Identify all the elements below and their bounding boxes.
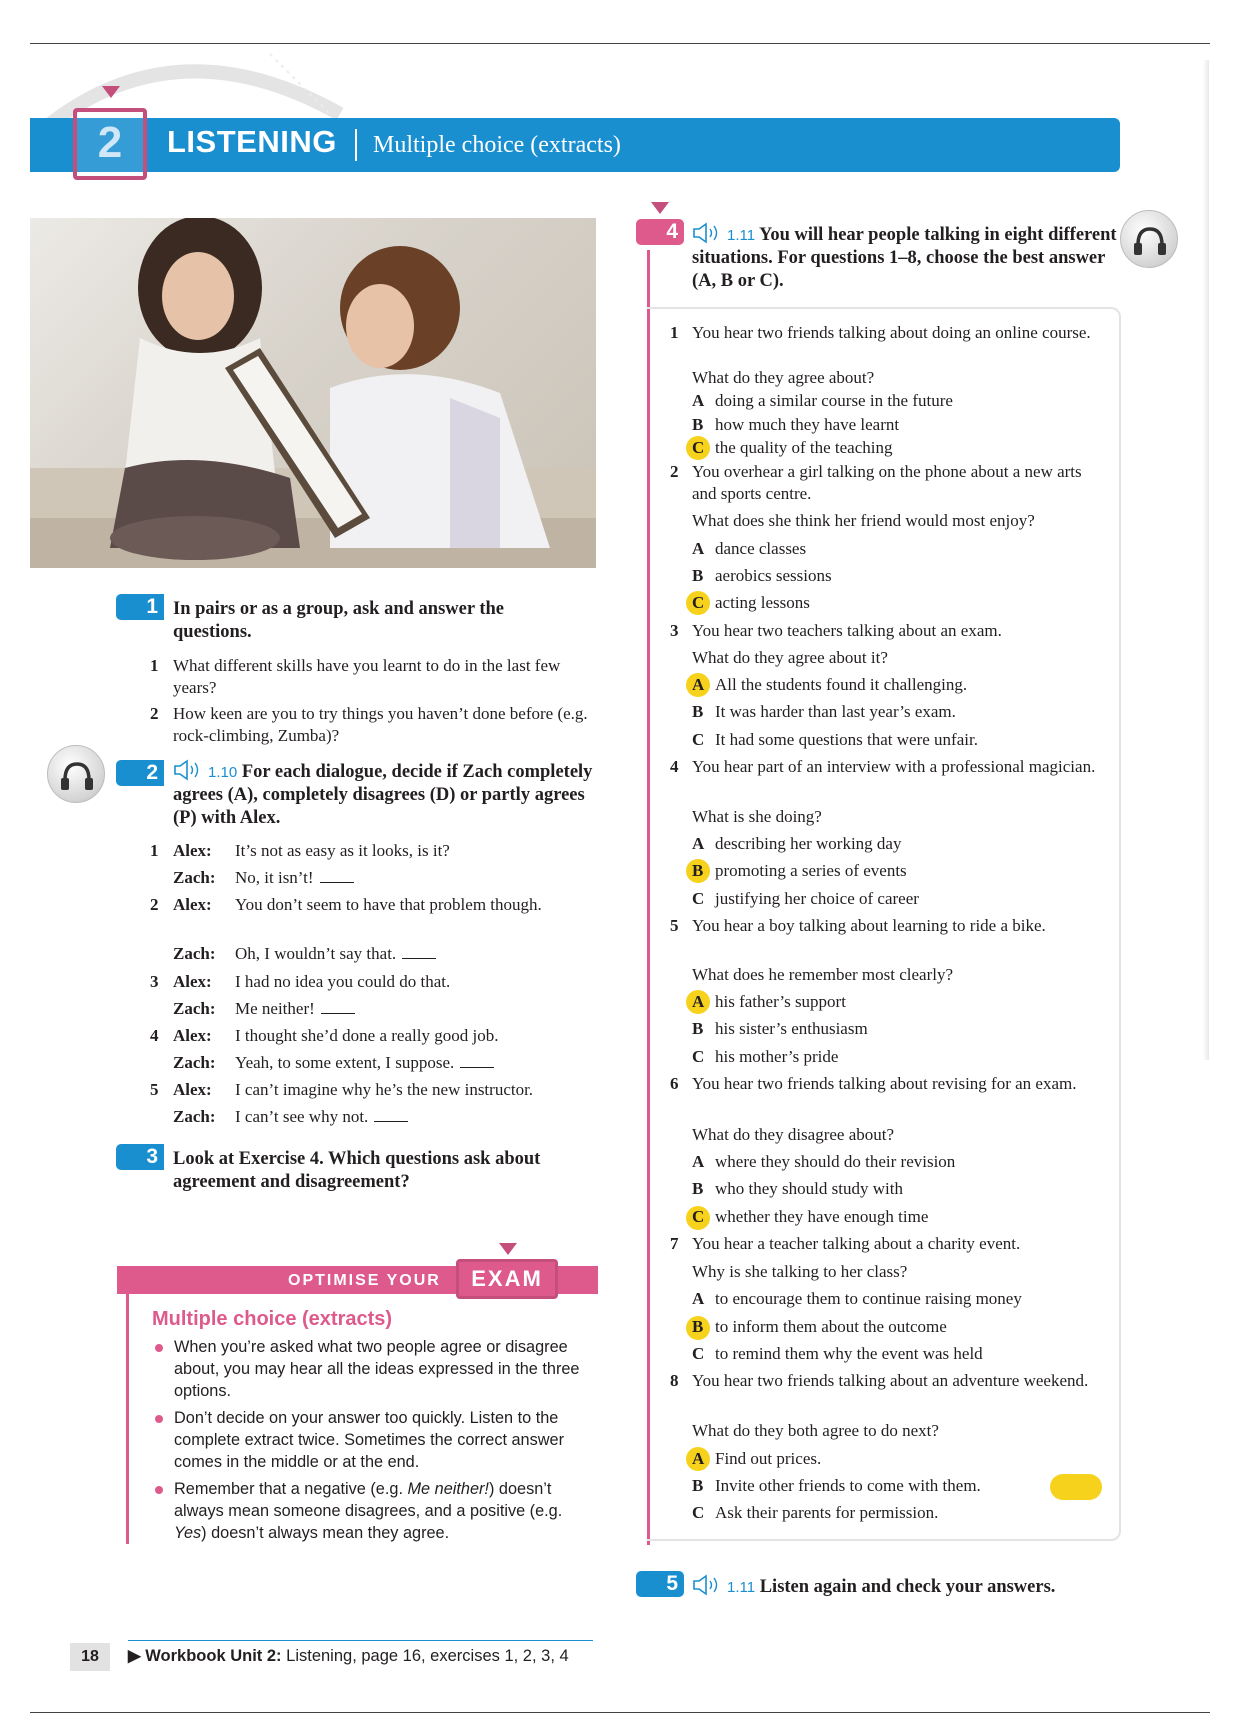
audio-speaker-icon[interactable] bbox=[692, 1574, 724, 1596]
option-text[interactable]: doing a similar course in the future bbox=[715, 391, 953, 410]
question-prompt: What do they disagree about? bbox=[692, 1125, 895, 1144]
question-context: You overhear a girl talking on the phone about a new arts and sports centre. bbox=[692, 462, 1082, 503]
exercise-2-instruction-text: For each dialogue, decide if Zach completely agrees (A), completely disagrees (D) or partly agrees (P) with Alex. bbox=[173, 762, 593, 828]
option-letter: B bbox=[692, 1476, 704, 1495]
question-context: You hear two friends talking about an adventure weekend. bbox=[692, 1371, 1089, 1390]
option-letter: A bbox=[692, 834, 705, 853]
question-number: 8 bbox=[670, 1371, 679, 1390]
headphones-icon[interactable] bbox=[1120, 210, 1178, 268]
exam-label: EXAM bbox=[456, 1259, 558, 1299]
question-prompt: What do they agree about? bbox=[692, 368, 875, 387]
exercise-3-number: 3 bbox=[116, 1144, 164, 1170]
option-letter: A bbox=[692, 1449, 705, 1468]
dialogue-reply: Me neither! bbox=[235, 999, 315, 1018]
dialogue-number: 2 bbox=[150, 895, 159, 914]
exercise-4-number: 4 bbox=[636, 219, 684, 245]
question-context: You hear two friends talking about revising for an exam. bbox=[692, 1074, 1077, 1093]
option-text[interactable]: promoting a series of events bbox=[715, 861, 907, 880]
option-text[interactable]: to encourage them to continue raising money bbox=[715, 1289, 1022, 1308]
dialogue-line bbox=[235, 1052, 494, 1074]
exam-tip-side-line bbox=[126, 1294, 129, 1544]
option-text[interactable]: dance classes bbox=[715, 539, 807, 558]
question-number: 7 bbox=[670, 1234, 679, 1253]
question-number: 5 bbox=[670, 916, 679, 935]
exercise-5-number: 5 bbox=[636, 1571, 684, 1597]
option-text[interactable]: how much they have learnt bbox=[715, 415, 900, 434]
dialogue-line bbox=[235, 1106, 408, 1128]
unit-number-box bbox=[73, 108, 147, 180]
question-prompt: Why is she talking to her class? bbox=[692, 1262, 908, 1281]
option-text[interactable]: the quality of the teaching bbox=[715, 438, 893, 457]
speaker-label: Zach: bbox=[173, 1107, 216, 1126]
option-letter: B bbox=[692, 566, 704, 585]
answer-blank[interactable] bbox=[402, 958, 436, 959]
exercise-4-instruction bbox=[692, 222, 1122, 293]
option-text[interactable]: aerobics sessions bbox=[715, 566, 832, 585]
option-text[interactable]: It was harder than last year’s exam. bbox=[715, 702, 956, 721]
dialogue-line bbox=[235, 867, 354, 889]
option-letter: B bbox=[692, 1179, 704, 1198]
option-letter: C bbox=[692, 438, 705, 457]
option-text[interactable]: whether they have enough time bbox=[715, 1207, 929, 1226]
exam-tip: Don’t decide on your answer too quickly. Listen to the complete extract twice. Sometimes the correct answer comes in the middle or at the end. bbox=[174, 1409, 564, 1471]
bullet-dot bbox=[155, 1415, 163, 1423]
exercise-1-number: 1 bbox=[116, 594, 164, 620]
headphones-icon[interactable] bbox=[47, 745, 105, 803]
dialogue-line bbox=[235, 943, 436, 965]
speaker-label: Alex: bbox=[173, 972, 212, 991]
option-letter: C bbox=[692, 730, 705, 749]
page-edge-shadow bbox=[1203, 60, 1209, 1060]
section-title: LISTENING bbox=[167, 124, 337, 159]
speaker-label: Alex: bbox=[173, 841, 212, 860]
dialogue-reply: No, it isn’t! bbox=[235, 868, 314, 887]
dialogue-number: 5 bbox=[150, 1080, 159, 1099]
footer-rule bbox=[128, 1640, 593, 1641]
speaker-label: Zach: bbox=[173, 1053, 216, 1072]
exam-marker-triangle bbox=[499, 1243, 517, 1255]
page-number: 18 bbox=[70, 1643, 110, 1671]
option-letter: A bbox=[692, 1152, 705, 1171]
option-text[interactable]: Find out prices. bbox=[715, 1449, 822, 1468]
exercise-5-instruction bbox=[692, 1574, 1132, 1599]
optimise-label: OPTIMISE YOUR bbox=[288, 1272, 441, 1289]
unit-number: 2 bbox=[97, 118, 123, 167]
dialogue-reply: Oh, I wouldn’t say that. bbox=[235, 944, 397, 963]
audio-speaker-icon[interactable] bbox=[173, 759, 205, 781]
dialogue-line: I can’t imagine why he’s the new instructor. bbox=[235, 1080, 534, 1099]
exercise-4-marker-triangle bbox=[651, 202, 669, 214]
answer-blank[interactable] bbox=[321, 1013, 355, 1014]
photo-illustration bbox=[30, 218, 596, 568]
speaker-label: Zach: bbox=[173, 868, 216, 887]
question-context: You hear a boy talking about learning to ride a bike. bbox=[692, 916, 1046, 935]
question-number: 2 bbox=[670, 462, 679, 481]
ex1-question-text: How keen are you to try things you haven’t done before (e.g. rock-climbing, Zumba)? bbox=[173, 704, 588, 745]
speaker-label: Alex: bbox=[173, 1026, 212, 1045]
option-letter: C bbox=[692, 1344, 705, 1363]
workbook-label: ▶ Workbook Unit 2: bbox=[128, 1647, 282, 1665]
exercise-3-instruction: Look at Exercise 4. Which questions ask about agreement and disagreement? bbox=[173, 1149, 541, 1192]
option-text[interactable]: justifying her choice of career bbox=[715, 889, 919, 908]
dialogue-number: 4 bbox=[150, 1026, 159, 1045]
exercise-2-instruction bbox=[173, 759, 603, 830]
dialogue-number: 3 bbox=[150, 972, 159, 991]
option-text[interactable]: Ask their parents for permission. bbox=[715, 1503, 939, 1522]
audio-track-number: 1.10 bbox=[208, 764, 238, 781]
option-letter: C bbox=[692, 1047, 705, 1066]
question-context: You hear a teacher talking about a charity event. bbox=[692, 1234, 1021, 1253]
audio-speaker-icon[interactable] bbox=[692, 222, 724, 244]
dialogue-reply: Yeah, to some extent, I suppose. bbox=[235, 1053, 455, 1072]
option-letter: C bbox=[692, 593, 705, 612]
ex1-question-number: 2 bbox=[150, 704, 159, 723]
option-letter: B bbox=[692, 861, 704, 880]
highlight-mark bbox=[1050, 1474, 1102, 1500]
option-letter: A bbox=[692, 1289, 705, 1308]
answer-blank[interactable] bbox=[460, 1067, 494, 1068]
option-letter: C bbox=[692, 1503, 705, 1522]
option-letter: C bbox=[692, 1207, 705, 1226]
option-letter: A bbox=[692, 992, 705, 1011]
question-number: 1 bbox=[670, 323, 679, 342]
option-letter: C bbox=[692, 889, 705, 908]
exercise-2-number: 2 bbox=[116, 760, 164, 786]
option-text[interactable]: to inform them about the outcome bbox=[715, 1317, 947, 1336]
title-separator bbox=[355, 129, 357, 161]
question-context: You hear part of an interview with a professional magician. bbox=[692, 757, 1096, 776]
option-letter: A bbox=[692, 539, 705, 558]
dialogue-line: It’s not as easy as it looks, is it? bbox=[235, 841, 450, 860]
option-text[interactable]: All the students found it challenging. bbox=[715, 675, 968, 694]
question-prompt: What does he remember most clearly? bbox=[692, 965, 954, 984]
exercise-5-instruction-text: Listen again and check your answers. bbox=[759, 1577, 1056, 1597]
dialogue-reply: I can’t see why not. bbox=[235, 1107, 369, 1126]
option-text[interactable]: his sister’s enthusiasm bbox=[715, 1019, 868, 1038]
exercise-1-instruction: In pairs or as a group, ask and answer the questions. bbox=[173, 599, 505, 642]
exam-tip: Remember that a negative (e.g. Me neither!) doesn’t always mean someone disagrees, and a positive (e.g. Yes) doesn’t always mean they agree. bbox=[174, 1480, 563, 1542]
speaker-label: Zach: bbox=[173, 999, 216, 1018]
option-letter: B bbox=[692, 1019, 704, 1038]
unit-marker-triangle bbox=[102, 86, 120, 98]
option-text[interactable]: describing her working day bbox=[715, 834, 902, 853]
dialogue-line: You don’t seem to have that problem though. bbox=[235, 895, 542, 914]
workbook-text: Listening, page 16, exercises 1, 2, 3, 4 bbox=[286, 1647, 569, 1665]
option-text[interactable]: acting lessons bbox=[715, 593, 810, 612]
speaker-label: Alex: bbox=[173, 895, 212, 914]
dialogue-line: I thought she’d done a really good job. bbox=[235, 1026, 499, 1045]
speaker-label: Zach: bbox=[173, 944, 216, 963]
dialogue-line bbox=[235, 998, 355, 1020]
option-letter: B bbox=[692, 702, 704, 721]
option-text[interactable]: his father’s support bbox=[715, 992, 846, 1011]
bullet-dot bbox=[155, 1344, 163, 1352]
question-prompt: What does she think her friend would most enjoy? bbox=[692, 511, 1035, 530]
option-letter: B bbox=[692, 415, 704, 434]
answer-blank[interactable] bbox=[320, 882, 354, 883]
audio-track-number: 1.11 bbox=[727, 227, 756, 244]
photo-two-girls bbox=[30, 218, 596, 568]
question-context: You hear two friends talking about doing an online course. bbox=[692, 323, 1091, 342]
option-text[interactable]: where they should do their revision bbox=[715, 1152, 956, 1171]
option-text[interactable]: to remind them why the event was held bbox=[715, 1344, 983, 1363]
ex1-question-text: What different skills have you learnt to do in the last few years? bbox=[173, 656, 561, 697]
question-number: 3 bbox=[670, 621, 679, 640]
question-prompt: What do they agree about it? bbox=[692, 648, 888, 667]
ex1-question-number: 1 bbox=[150, 656, 159, 675]
speaker-label: Alex: bbox=[173, 1080, 212, 1099]
option-letter: A bbox=[692, 391, 705, 410]
option-text[interactable]: his mother’s pride bbox=[715, 1047, 839, 1066]
bullet-dot bbox=[155, 1486, 163, 1494]
dialogue-number: 1 bbox=[150, 841, 159, 860]
question-number: 4 bbox=[670, 757, 679, 776]
question-context: You hear two teachers talking about an exam. bbox=[692, 621, 1002, 640]
section-subtitle: Multiple choice (extracts) bbox=[373, 132, 621, 158]
question-number: 6 bbox=[670, 1074, 679, 1093]
exam-tip: When you’re asked what two people agree or disagree about, you may hear all the ideas expressed in the three options. bbox=[174, 1338, 580, 1400]
bottom-rule bbox=[30, 1712, 1210, 1713]
workbook-reference[interactable] bbox=[128, 1646, 569, 1666]
exam-tip-heading: Multiple choice (extracts) bbox=[152, 1308, 393, 1330]
option-letter: A bbox=[692, 675, 705, 694]
question-prompt: What is she doing? bbox=[692, 807, 822, 826]
option-letter: B bbox=[692, 1317, 704, 1336]
question-prompt: What do they both agree to do next? bbox=[692, 1421, 939, 1440]
option-text[interactable]: who they should study with bbox=[715, 1179, 903, 1198]
exercise-4-instruction-text: You will hear people talking in eight different situations. For questions 1–8, choose the best answer (A, B or C). bbox=[692, 225, 1117, 291]
dialogue-line: I had no idea you could do that. bbox=[235, 972, 451, 991]
option-text[interactable]: It had some questions that were unfair. bbox=[715, 730, 978, 749]
option-text[interactable]: Invite other friends to come with them. bbox=[715, 1476, 981, 1495]
answer-blank[interactable] bbox=[374, 1121, 408, 1122]
audio-track-number: 1.11 bbox=[727, 1579, 756, 1596]
